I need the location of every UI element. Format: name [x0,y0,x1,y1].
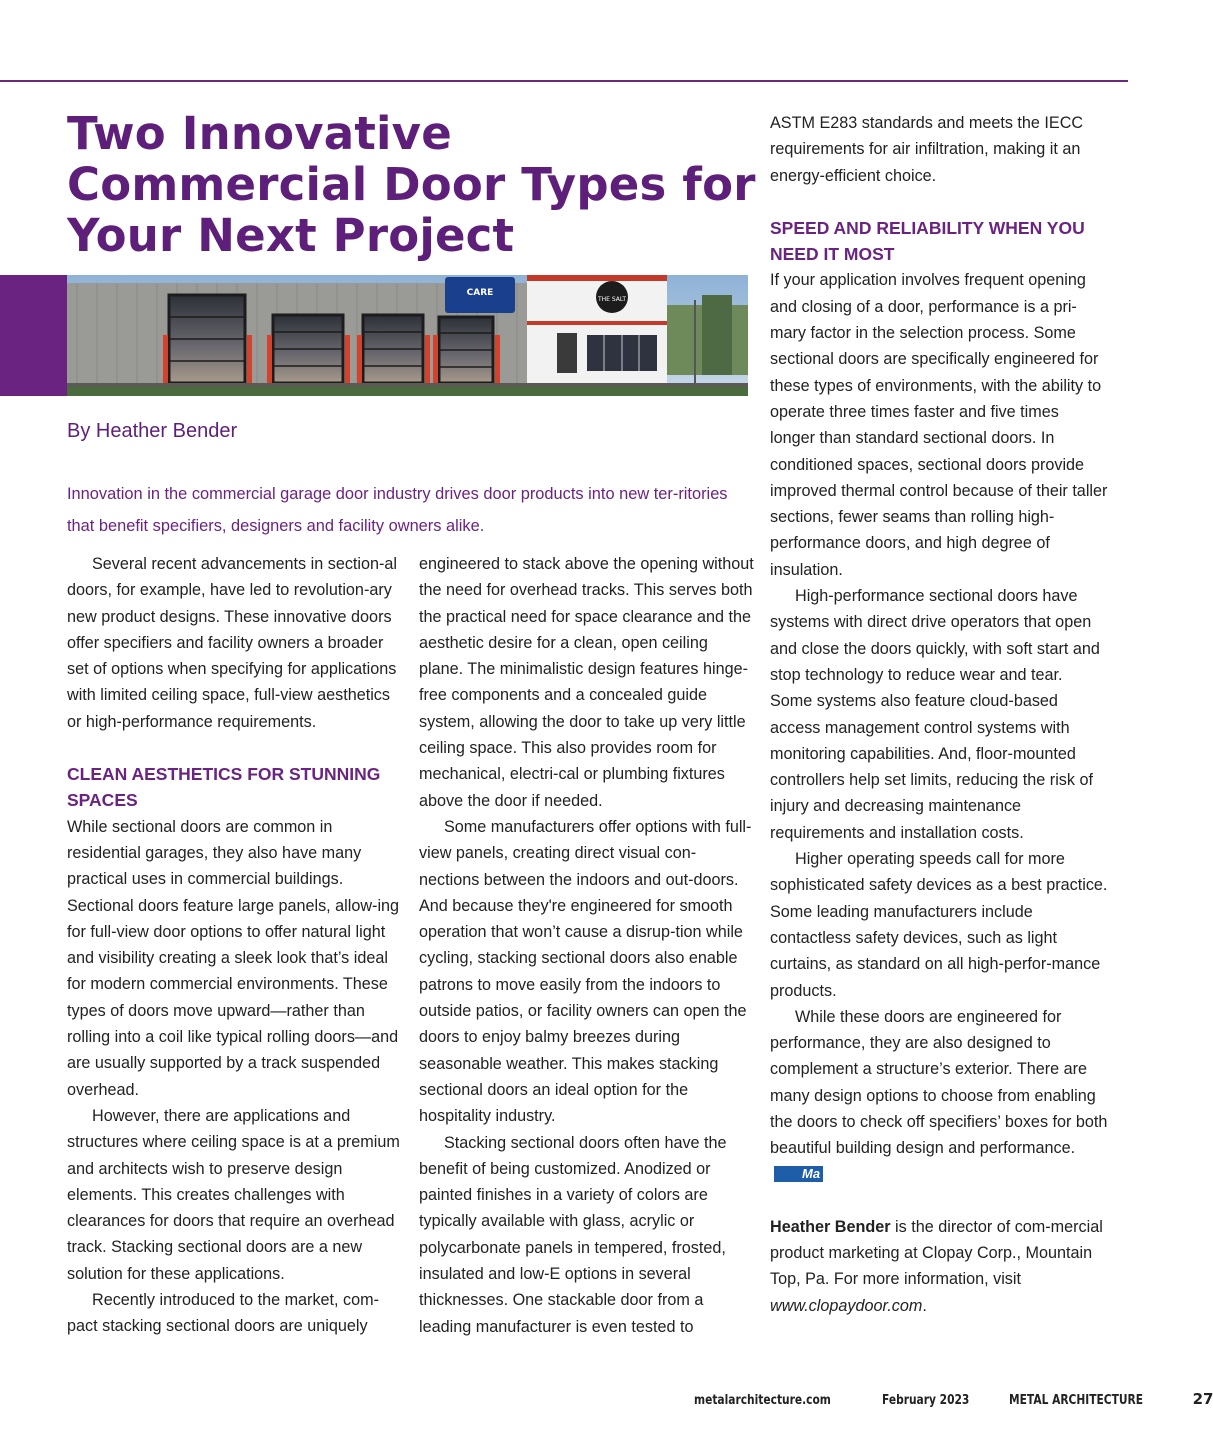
paragraph [770,1004,1108,1188]
footer-site[interactable]: metalarchitecture.com [694,1393,831,1408]
top-rule [0,80,1128,82]
paragraph: Recently introduced to the market, com-pact stacking sectional doors are uniquely [67,1291,380,1336]
column-1 [67,551,402,1340]
article-headline: Two Innovative Commercial Door Types for Your Next Project [67,107,756,262]
byline: By Heather Bender [67,420,238,442]
sign1-text: CARE [466,288,494,298]
paragraph: Higher operating speeds call for more sophisticated safety devices as a best practice. Some leading manufacturers include contactless safety devices, such as light curtains, as standard on all high-perfor-mance products. [770,850,1108,1000]
paragraph: Stacking sectional doors often have the benefit of being customized. Anodized or painted finishes in a variety of colors are typically available with glass, acrylic or polycarbonate panels in tempered, frosted, insulated and low-E options in several thicknesses. One stackable door from a leading manufacturer is even tested to [419,1133,727,1336]
bio-link[interactable]: www.clopaydoor.com [770,1296,923,1315]
column-2 [419,551,755,1340]
paragraph: However, there are applications and structures where ceiling space is at a premium and architects wish to preserve design elements. This creates challenges with clearances for doors that require an overhead track. Stacking sectional doors are a new solution for these applications. [67,1106,400,1283]
end-mark-icon: Ma [774,1166,823,1182]
bio-name: Heather Bender [770,1217,891,1236]
page-number: 27 [1192,1390,1213,1408]
paragraph: engineered to stack above the opening without the need for overhead tracks. This serves both the practical need for space clearance and the aesthetic desire for a clean, open ceiling plane. The minimalistic design features hinge-free components and a concealed guide system, allowing the door to take up very little ceiling space. This also provides room for mechanical, electri-cal or plumbing fixtures above the door if needed. [419,555,754,810]
footer-magazine: METAL ARCHITECTURE [1008,1393,1143,1408]
column-3 [770,110,1108,1319]
article-deck: Innovation in the commercial garage door industry drives door products into new ter-ritories that benefit specifiers, designers and facility owners alike. [67,485,728,535]
paragraph-text: While these doors are engineered for performance, they are also designed to complement a structure’s exterior. There are many design options to choose from enabling the doors to check off specifiers’ boxes for both beautiful building design and performance. [770,1007,1108,1158]
paragraph: If your application involves frequent opening and closing of a door, performance is a pri-mary factor in the selection process. Some sectional doors are specifically engineered for these types of environments, with the ability to operate three times faster and five times longer than standard sectional doors. In conditioned spaces, sectional doors provide improved thermal control because of their taller sections, fewer seams than rolling high-performance doors, and high degree of insulation. [770,271,1108,579]
paragraph: ASTM E283 standards and meets the IECC requirements for air infiltration, making it an energy-efficient choice. [770,114,1084,185]
paragraph: Some manufacturers offer options with full-view panels, creating direct visual con-nections between the indoors and out-doors. And because they're engineered for smooth operation that won’t cause a disrup-tion while cycling, stacking sectional doors also enable patrons to move easily from the indoors to outside patios, or facility owners can open the doors to enjoy balmy breezes during seasonable weather. This makes stacking sectional doors an ideal option for the hospitality industry. [419,817,752,1126]
building-photo [67,275,748,396]
page-footer [694,1390,1213,1408]
paragraph: High-performance sectional doors have systems with direct drive operators that open and close the doors quickly, with soft start and stop technology to reduce wear and tear. Some systems also feature cloud-based access management control systems with monitoring capabilities. And, floor-mounted controllers help set limits, reducing the risk of injury and decreasing maintenance requirements and installation costs. [770,587,1100,842]
bio-end: . [922,1296,927,1315]
footer-date: February 2023 [881,1393,969,1408]
author-bio [770,1214,1108,1319]
subhead-speed-reliability: SPEED AND RELIABILITY WHEN YOU NEED IT MOST [770,217,1085,265]
sign2-text: THE SALT [597,296,627,303]
paragraph: While sectional doors are common in residential garages, they also have many practical uses in commercial buildings. Sectional doors feature large panels, allow-ing for full-view door options to offer natural light and visibility creating a sleek look that’s ideal for modern commercial environments. These types of doors move upward—rather than rolling into a coil like typical rolling doors—and are usually supported by a track suspended overhead. [67,817,400,1099]
bio-text: is the director of com-mercial product marketing at Clopay Corp., Mountain Top, Pa. For more information, visit [770,1217,1103,1289]
purple-tab [0,275,67,396]
paragraph: Several recent advancements in section-al doors, for example, have led to revolution-ary new product designs. These innovative doors offer specifiers and facility owners a broader set of options when specifying for applications with limited ceiling space, full-view aesthetics or high-performance requirements. [67,555,398,731]
subhead-clean-aesthetics: CLEAN AESTHETICS FOR STUNNING SPACES [67,764,381,811]
